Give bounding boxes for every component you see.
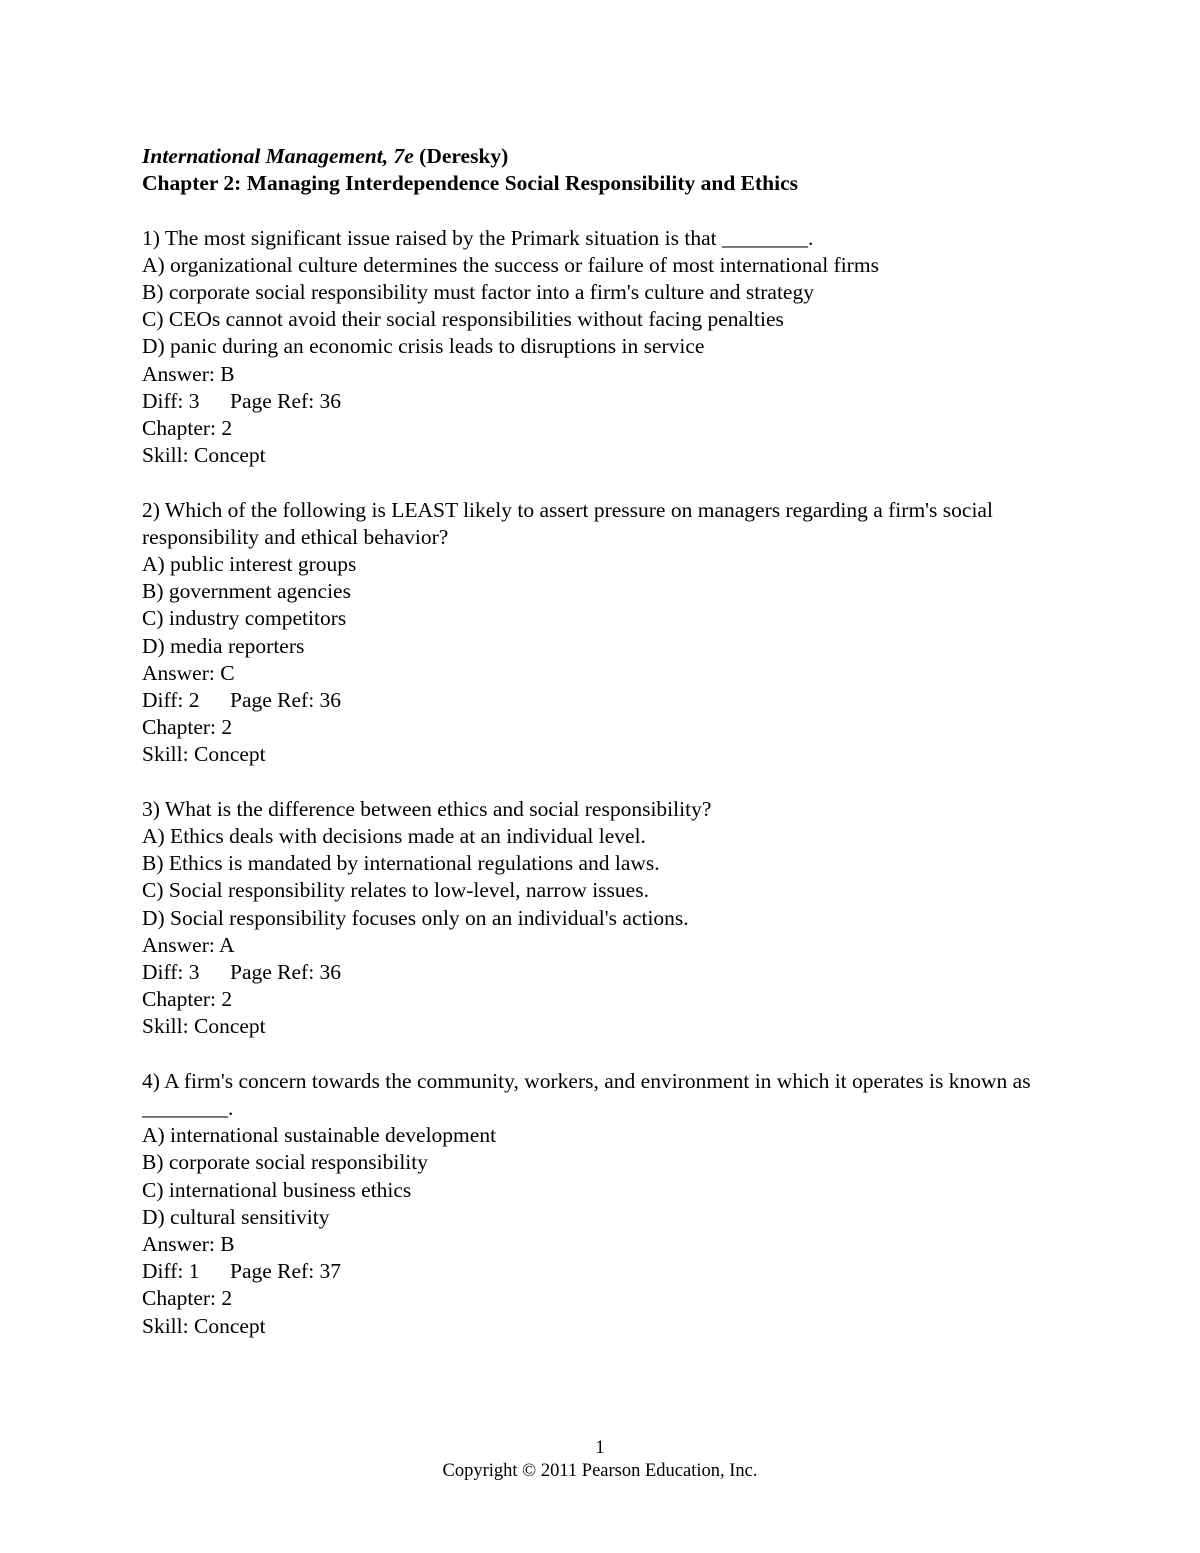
difficulty: Diff: 3 bbox=[142, 960, 200, 985]
page-ref: Page Ref: 37 bbox=[230, 1259, 342, 1284]
question-2 bbox=[142, 497, 1072, 769]
difficulty: Diff: 2 bbox=[142, 688, 200, 713]
copyright-notice: Copyright © 2011 Pearson Education, Inc. bbox=[442, 1461, 758, 1481]
option-a: A) international sustainable development bbox=[142, 1123, 497, 1148]
page-number: 1 bbox=[595, 1438, 605, 1458]
chapter: Chapter: 2 bbox=[142, 1286, 233, 1311]
page-ref: Page Ref: 36 bbox=[230, 688, 342, 713]
option-c: C) international business ethics bbox=[142, 1177, 412, 1202]
page-ref: Page Ref: 36 bbox=[230, 388, 342, 413]
option-a: A) organizational culture determines the success or failure of most international firms bbox=[142, 252, 879, 277]
book-title-line bbox=[142, 143, 1072, 170]
option-c: C) CEOs cannot avoid their social responsibilities without facing penalties bbox=[142, 307, 784, 332]
option-c: C) Social responsibility relates to low-level, narrow issues. bbox=[142, 878, 649, 903]
answer: Answer: B bbox=[142, 361, 235, 386]
option-a: A) public interest groups bbox=[142, 552, 357, 577]
skill: Skill: Concept bbox=[142, 443, 266, 468]
diff-page-ref bbox=[142, 1258, 1072, 1285]
book-author: (Deresky) bbox=[419, 144, 509, 168]
question-stem: 4) A firm's concern towards the community, workers, and environment in which it operates is known as ________. bbox=[142, 1068, 1031, 1121]
answer: Answer: A bbox=[142, 932, 235, 957]
question-3 bbox=[142, 796, 1072, 1041]
chapter: Chapter: 2 bbox=[142, 715, 233, 740]
option-b: B) corporate social responsibility must factor into a firm's culture and strategy bbox=[142, 280, 814, 304]
book-edition: 7e bbox=[393, 144, 414, 168]
option-a: A) Ethics deals with decisions made at an individual level. bbox=[142, 824, 646, 849]
skill: Skill: Concept bbox=[142, 1313, 266, 1338]
page-content bbox=[142, 143, 1072, 1340]
difficulty: Diff: 1 bbox=[142, 1259, 200, 1284]
option-c: C) industry competitors bbox=[142, 606, 347, 631]
option-b: B) government agencies bbox=[142, 579, 351, 604]
chapter: Chapter: 2 bbox=[142, 416, 233, 441]
answer: Answer: B bbox=[142, 1232, 235, 1257]
option-b: B) Ethics is mandated by international regulations and laws. bbox=[142, 851, 660, 876]
answer: Answer: C bbox=[142, 660, 235, 685]
difficulty: Diff: 3 bbox=[142, 388, 200, 413]
option-d: D) media reporters bbox=[142, 633, 305, 658]
diff-page-ref bbox=[142, 959, 1072, 986]
option-d: D) Social responsibility focuses only on an individual's actions. bbox=[142, 905, 689, 930]
option-b: B) corporate social responsibility bbox=[142, 1150, 428, 1175]
question-stem: 3) What is the difference between ethics and social responsibility? bbox=[142, 796, 712, 821]
option-d: D) cultural sensitivity bbox=[142, 1204, 330, 1229]
question-stem: 1) The most significant issue raised by the Primark situation is that ________. bbox=[142, 225, 814, 250]
diff-page-ref bbox=[142, 687, 1072, 714]
skill: Skill: Concept bbox=[142, 742, 266, 767]
question-stem: 2) Which of the following is LEAST likely to assert pressure on managers regarding a firm's social responsibility and ethical behavior? bbox=[142, 497, 993, 549]
question-1 bbox=[142, 225, 1072, 470]
chapter: Chapter: 2 bbox=[142, 987, 233, 1012]
option-d: D) panic during an economic crisis leads to disruptions in service bbox=[142, 334, 705, 359]
page-ref: Page Ref: 36 bbox=[230, 960, 342, 985]
skill: Skill: Concept bbox=[142, 1014, 266, 1039]
book-title: International Management, bbox=[142, 144, 389, 168]
question-4 bbox=[142, 1068, 1072, 1340]
diff-page-ref bbox=[142, 388, 1072, 415]
chapter-title: Chapter 2: Managing Interdependence Social Responsibility and Ethics bbox=[142, 171, 799, 196]
